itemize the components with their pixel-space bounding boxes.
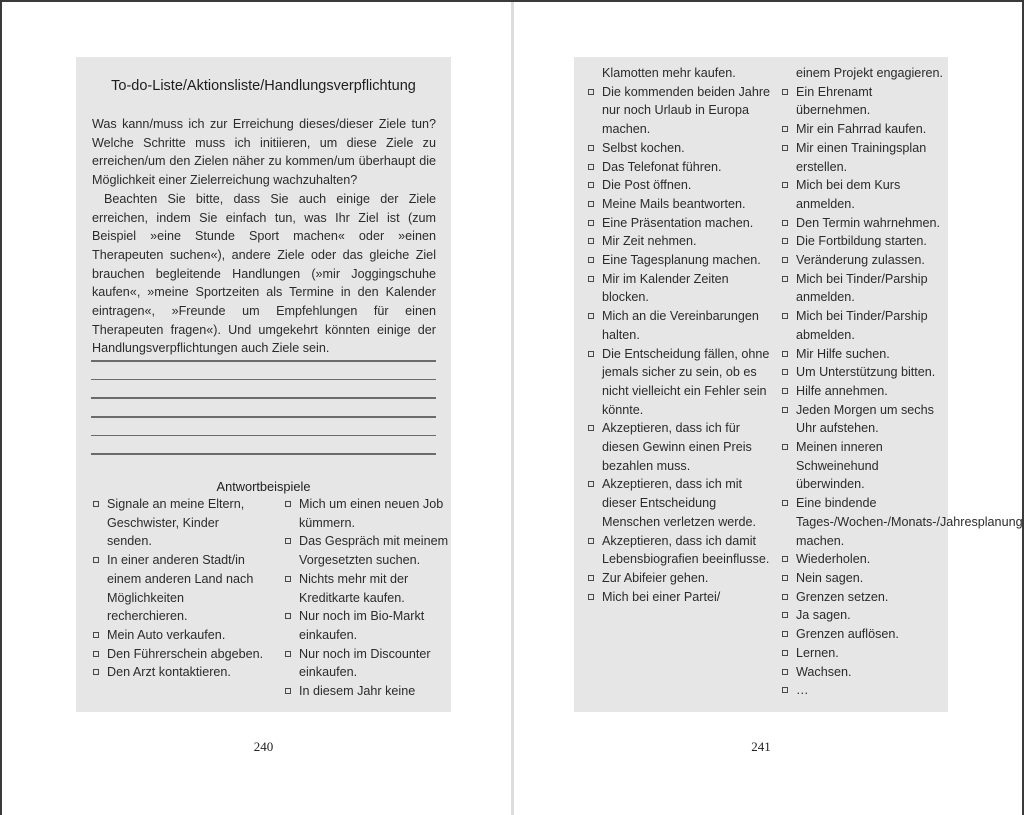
worksheet-title: To-do-Liste/Aktionsliste/Handlungsverpflichtung bbox=[111, 78, 416, 94]
hollow-square-bullet-icon bbox=[782, 669, 788, 675]
list-item-text: Veränderung zulassen. bbox=[796, 253, 925, 268]
hollow-square-bullet-icon bbox=[782, 650, 788, 656]
list-item-text: Mir im Kalender Zeiten blocken. bbox=[602, 271, 729, 305]
hollow-square-bullet-icon bbox=[782, 351, 788, 357]
list-item bbox=[796, 606, 946, 625]
hollow-square-bullet-icon bbox=[782, 556, 788, 562]
hollow-square-bullet-icon bbox=[588, 276, 594, 282]
hollow-square-bullet-icon bbox=[588, 575, 594, 581]
hollow-square-bullet-icon bbox=[285, 651, 291, 657]
list-item-text: Mich an die Vereinbarungen halten. bbox=[602, 309, 759, 342]
list-item bbox=[796, 176, 946, 213]
list-item-text: Die Entscheidung fällen, ohne jemals sicher zu sein, ob es nicht vielleicht ein Fehler sein könnte. bbox=[602, 346, 770, 417]
writing-line[interactable] bbox=[91, 360, 436, 362]
list-item bbox=[796, 644, 946, 663]
hollow-square-bullet-icon bbox=[782, 369, 788, 375]
writing-line[interactable] bbox=[91, 397, 436, 399]
hollow-square-bullet-icon bbox=[588, 425, 594, 431]
examples-column-1 bbox=[107, 495, 267, 682]
list-item bbox=[602, 419, 774, 475]
worksheet-box bbox=[76, 57, 451, 712]
page-number: 240 bbox=[253, 739, 274, 754]
hollow-square-bullet-icon bbox=[588, 182, 594, 188]
list-item-text: Ein Ehrenamt übernehmen. bbox=[796, 84, 873, 118]
list-item-text: Jeden Morgen um sechs Uhr aufstehen. bbox=[796, 402, 934, 436]
list-item-text: Wachsen. bbox=[796, 664, 852, 679]
list-item bbox=[796, 120, 946, 139]
list-item bbox=[796, 625, 946, 644]
list-item-text: Das Gespräch mit meinem Vorgesetzten suchen. bbox=[299, 534, 449, 568]
page-number: 241 bbox=[751, 739, 771, 754]
list-item bbox=[107, 495, 267, 551]
list-item bbox=[107, 551, 267, 626]
hollow-square-bullet-icon bbox=[588, 313, 594, 319]
list-item-text: Mich bei Tinder/Parship abmelden. bbox=[796, 309, 928, 342]
hollow-square-bullet-icon bbox=[782, 612, 788, 618]
list-item bbox=[602, 532, 774, 569]
list-item bbox=[602, 307, 774, 344]
list-item bbox=[796, 307, 946, 344]
hollow-square-bullet-icon bbox=[782, 407, 788, 413]
list-item bbox=[796, 588, 946, 607]
list-item-text: Selbst kochen. bbox=[602, 140, 685, 155]
hollow-square-bullet-icon bbox=[93, 632, 99, 638]
hollow-square-bullet-icon bbox=[588, 89, 594, 95]
list-item-text: … bbox=[796, 683, 809, 698]
hollow-square-bullet-icon bbox=[588, 538, 594, 544]
list-item-text: In diesem Jahr keine bbox=[299, 684, 416, 699]
hollow-square-bullet-icon bbox=[588, 238, 594, 244]
list-item bbox=[299, 532, 449, 569]
list-item bbox=[602, 176, 774, 195]
list-item-text: Lernen. bbox=[796, 645, 839, 660]
list-item-text: Mich bei einer Partei/ bbox=[602, 589, 721, 604]
list-item bbox=[796, 550, 946, 569]
hollow-square-bullet-icon bbox=[782, 631, 788, 637]
list-item bbox=[796, 382, 946, 401]
hollow-square-bullet-icon bbox=[93, 651, 99, 657]
list-item-text: Die kommenden beiden Jahre nur noch Urlaub in Europa machen. bbox=[602, 84, 771, 137]
worksheet-instructions bbox=[92, 115, 436, 358]
list-item-text: Akzeptieren, dass ich für diesen Gewinn einen Preis bezahlen muss. bbox=[602, 421, 752, 473]
list-item-text: Nein sagen. bbox=[796, 570, 864, 585]
list-item bbox=[796, 232, 946, 251]
list-item-text: Eine Präsentation machen. bbox=[602, 215, 754, 230]
examples-column-3 bbox=[602, 64, 774, 606]
hollow-square-bullet-icon bbox=[588, 481, 594, 487]
hollow-square-bullet-icon bbox=[782, 276, 788, 282]
list-item-text: Zur Abifeier gehen. bbox=[602, 570, 709, 585]
list-item-text: Mir einen Trainingsplan erstellen. bbox=[796, 140, 927, 174]
list-item bbox=[299, 495, 449, 532]
hollow-square-bullet-icon bbox=[285, 538, 291, 544]
examples-column-4 bbox=[796, 64, 1023, 700]
list-item bbox=[796, 438, 946, 494]
list-item-text: Das Telefonat führen. bbox=[602, 159, 722, 174]
list-item bbox=[299, 682, 449, 701]
list-item-text: Signale an meine Eltern, Geschwister, Kinder senden. bbox=[107, 497, 245, 549]
hollow-square-bullet-icon bbox=[782, 182, 788, 188]
list-item-text: Den Arzt kontaktieren. bbox=[107, 665, 231, 680]
list-item bbox=[602, 588, 774, 607]
list-item bbox=[299, 645, 449, 682]
hollow-square-bullet-icon bbox=[782, 594, 788, 600]
list-item-text: Die Post öffnen. bbox=[602, 178, 692, 193]
hollow-square-bullet-icon bbox=[782, 388, 788, 394]
list-item-text: Den Führerschein abgeben. bbox=[107, 646, 264, 661]
hollow-square-bullet-icon bbox=[782, 126, 788, 132]
list-item-text: Mich bei dem Kurs anmelden. bbox=[796, 178, 901, 211]
list-item-continuation: Klamotten mehr kaufen. bbox=[602, 66, 736, 80]
list-item bbox=[602, 195, 774, 214]
list-item bbox=[602, 270, 774, 307]
hollow-square-bullet-icon bbox=[782, 444, 788, 450]
hollow-square-bullet-icon bbox=[782, 687, 788, 693]
writing-line[interactable] bbox=[91, 453, 436, 455]
hollow-square-bullet-icon bbox=[782, 89, 788, 95]
list-item-text: Hilfe annehmen. bbox=[796, 383, 888, 398]
examples-heading: Antwortbeispiele bbox=[216, 479, 311, 494]
hollow-square-bullet-icon bbox=[93, 501, 99, 507]
list-item bbox=[796, 214, 946, 233]
hollow-square-bullet-icon bbox=[782, 575, 788, 581]
writing-line[interactable] bbox=[91, 416, 436, 418]
list-item-text: Mir Hilfe suchen. bbox=[796, 346, 890, 361]
list-item-text: Nur noch im Discounter einkaufen. bbox=[299, 646, 431, 680]
list-item bbox=[602, 214, 774, 233]
list-item bbox=[107, 645, 267, 664]
right-page bbox=[514, 0, 1022, 815]
list-item-text: Mir Zeit nehmen. bbox=[602, 234, 697, 249]
instruction-paragraph-1: Was kann/muss ich zur Erreichung dieses/dieser Ziele tun? Welche Schritte muss ich initiieren, um diese Ziele zu erreichen/um den Zielen näher zu kommen/um überhaupt die Möglichkeit einer Zielerreichung wachzuhalten? bbox=[92, 117, 436, 188]
list-item-text: Akzeptieren, dass ich damit Lebensbiografien beeinflusse. bbox=[602, 533, 770, 567]
list-item bbox=[796, 83, 946, 120]
list-item-text: Die Fortbildung starten. bbox=[796, 234, 927, 249]
hollow-square-bullet-icon bbox=[285, 613, 291, 619]
list-item-text: Mich bei Tinder/Parship anmelden. bbox=[796, 271, 928, 305]
hollow-square-bullet-icon bbox=[588, 164, 594, 170]
list-item-text: Eine Tagesplanung machen. bbox=[602, 253, 761, 268]
list-item bbox=[602, 475, 774, 531]
list-item bbox=[602, 83, 774, 139]
list-item-text: Mir ein Fahrrad kaufen. bbox=[796, 122, 927, 137]
list-item bbox=[602, 569, 774, 588]
left-page bbox=[0, 0, 511, 815]
list-item-text: In einer anderen Stadt/in einem anderen Land nach Möglichkeiten recherchieren. bbox=[107, 553, 254, 624]
hollow-square-bullet-icon bbox=[782, 500, 788, 506]
list-item-text: Nur noch im Bio-Markt einkaufen. bbox=[299, 609, 425, 642]
list-item-continuation: einem Projekt engagieren. bbox=[796, 66, 944, 80]
hollow-square-bullet-icon bbox=[285, 501, 291, 507]
list-item bbox=[602, 345, 774, 420]
list-item-text: Meinen inneren Schweinehund überwinden. bbox=[796, 440, 883, 492]
hollow-square-bullet-icon bbox=[588, 201, 594, 207]
hollow-square-bullet-icon bbox=[782, 220, 788, 226]
list-item bbox=[602, 232, 774, 251]
list-item bbox=[796, 363, 946, 382]
list-item bbox=[107, 663, 267, 682]
writing-line[interactable] bbox=[91, 435, 436, 437]
list-item bbox=[796, 139, 946, 176]
list-item bbox=[107, 626, 267, 645]
list-item bbox=[299, 607, 449, 644]
writing-line[interactable] bbox=[91, 379, 436, 381]
list-item-text: Mich um einen neuen Job kümmern. bbox=[299, 497, 444, 530]
hollow-square-bullet-icon bbox=[588, 351, 594, 357]
list-item bbox=[796, 270, 946, 307]
hollow-square-bullet-icon bbox=[588, 257, 594, 263]
hollow-square-bullet-icon bbox=[93, 557, 99, 563]
list-item bbox=[796, 663, 946, 682]
list-item bbox=[796, 401, 946, 438]
list-item bbox=[796, 251, 946, 270]
hollow-square-bullet-icon bbox=[285, 576, 291, 582]
list-item bbox=[602, 251, 774, 270]
hollow-square-bullet-icon bbox=[782, 238, 788, 244]
list-item-text: Eine bindende Tages-/Wochen-/Monats-/Jahresplanung machen. bbox=[796, 496, 1023, 548]
list-item-text: Wiederholen. bbox=[796, 552, 871, 567]
list-item-text: Akzeptieren, dass ich mit dieser Entscheidung Menschen verletzen werde. bbox=[602, 477, 757, 529]
list-item bbox=[796, 494, 1023, 550]
hollow-square-bullet-icon bbox=[588, 594, 594, 600]
list-item bbox=[796, 345, 946, 364]
list-item-text: Um Unterstützung bitten. bbox=[796, 365, 936, 380]
examples-column-2 bbox=[299, 495, 449, 701]
worksheet-box-continued bbox=[574, 57, 1023, 712]
instruction-paragraph-2: Beachten Sie bitte, dass Sie auch einige der Ziele erreichen, indem Sie einfach tun, was Ihr Ziel ist (zum Beispiel »eine Stunde Sport machen« oder »einen Therapeuten suchen«), andere Ziele oder das gleiche Ziel brauchen begleitende Handlungen (»mir Joggingschuhe kaufen«, »meine Sportzeiten als Termine in den Kalender eintragen«, »Freunde um Empfehlungen für einen Therapeuten fragen«). Und umgekehrt könnten einige der Handlungsverpflichtungen auch Ziele sein. bbox=[92, 191, 436, 356]
hollow-square-bullet-icon bbox=[782, 257, 788, 263]
hollow-square-bullet-icon bbox=[93, 669, 99, 675]
hollow-square-bullet-icon bbox=[588, 220, 594, 226]
answer-writing-lines[interactable] bbox=[91, 360, 436, 472]
list-item-text: Grenzen auflösen. bbox=[796, 627, 899, 642]
list-item-text: Den Termin wahrnehmen. bbox=[796, 215, 940, 230]
hollow-square-bullet-icon bbox=[588, 145, 594, 151]
list-item-text: Meine Mails beantworten. bbox=[602, 196, 746, 211]
hollow-square-bullet-icon bbox=[285, 688, 291, 694]
list-item bbox=[796, 681, 946, 700]
list-item bbox=[602, 158, 774, 177]
list-item bbox=[299, 570, 449, 607]
list-item-text: Mein Auto verkaufen. bbox=[107, 627, 226, 642]
list-item-text: Grenzen setzen. bbox=[796, 589, 889, 604]
list-item bbox=[796, 569, 946, 588]
list-item-text: Nichts mehr mit der Kreditkarte kaufen. bbox=[299, 571, 409, 605]
hollow-square-bullet-icon bbox=[782, 313, 788, 319]
hollow-square-bullet-icon bbox=[782, 145, 788, 151]
list-item bbox=[602, 139, 774, 158]
list-item-text: Ja sagen. bbox=[796, 608, 851, 623]
